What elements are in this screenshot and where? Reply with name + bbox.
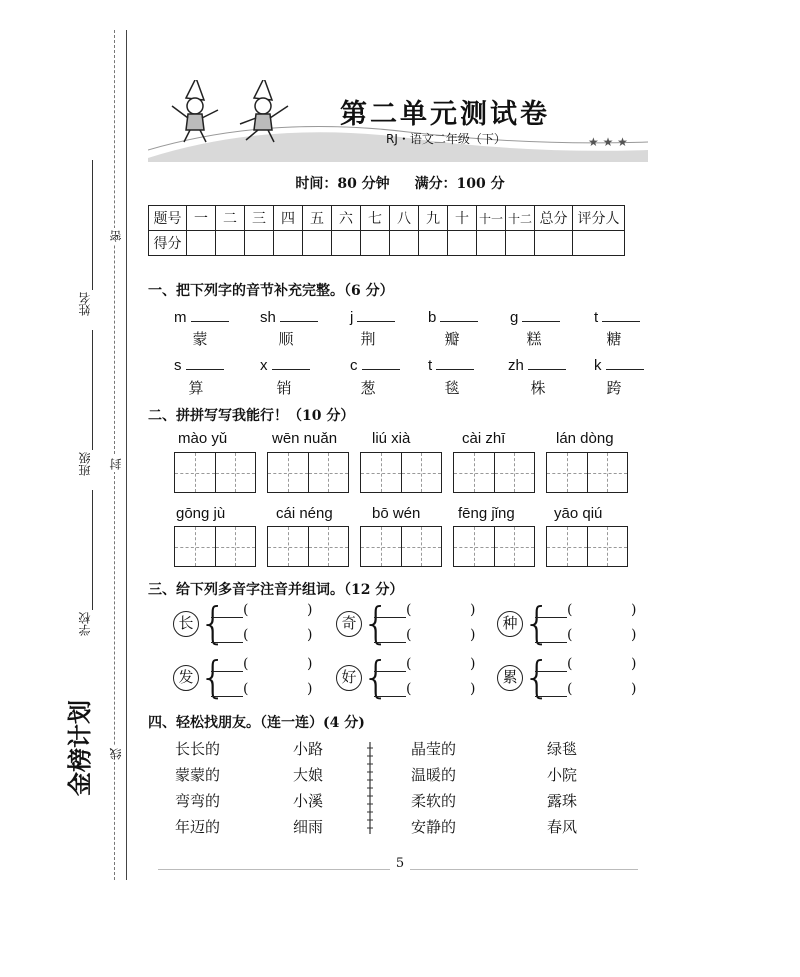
syllable-char: 葱	[360, 379, 376, 397]
syllable-item[interactable]: c	[350, 356, 420, 374]
table-cell: 题号	[149, 206, 187, 231]
seal-char-mi: 密	[109, 230, 123, 242]
pinyin-label: liú xià	[372, 430, 411, 447]
syllable-item[interactable]: k	[594, 356, 664, 374]
polyphone-char: 长	[173, 611, 199, 637]
brace-icon: {	[362, 598, 390, 649]
match-word[interactable]: 小溪	[293, 792, 324, 810]
match-word[interactable]: 安静的	[411, 818, 457, 836]
table-cell: 评分人	[573, 206, 625, 231]
syllable-item[interactable]: j	[350, 308, 420, 326]
section-3-heading: 三、给下列多音字注音并组词。（12 分）	[148, 582, 404, 598]
score-input-cell[interactable]	[216, 231, 245, 256]
syllable-item[interactable]: m	[174, 308, 244, 326]
polyphone-char: 奇	[336, 611, 362, 637]
syllable-item[interactable]: sh	[260, 308, 330, 326]
polyphone-item	[173, 598, 313, 649]
match-word[interactable]: 蒙蒙的	[175, 766, 221, 784]
pinyin-label: yāo qiú	[554, 505, 603, 522]
table-cell: 十一	[477, 206, 506, 231]
writing-grid[interactable]	[453, 452, 535, 493]
score-input-cell[interactable]	[274, 231, 303, 256]
polyphone-item	[497, 652, 637, 703]
class-field[interactable]	[92, 490, 93, 610]
score-input-cell[interactable]	[477, 231, 506, 256]
star-decoration-icon: ★ ★ ★	[588, 135, 628, 149]
answer-row[interactable]: ( )	[374, 658, 478, 676]
section-2-heading: 二、拼拼写写我能行！（10 分）	[148, 408, 355, 424]
syllable-item[interactable]: b	[428, 308, 498, 326]
page-title: 第二单元测试卷	[340, 99, 550, 130]
table-cell: 总分	[535, 206, 573, 231]
table-cell: 十	[448, 206, 477, 231]
pinyin-label: lán dòng	[556, 430, 614, 447]
answer-row[interactable]: ( )	[535, 629, 639, 647]
answer-row[interactable]: ( )	[211, 629, 315, 647]
answer-row[interactable]: ( )	[535, 604, 639, 622]
table-cell: 三	[245, 206, 274, 231]
school-label: 学校	[78, 612, 92, 636]
match-word[interactable]: 晶莹的	[411, 740, 457, 758]
class-label: 班级	[78, 452, 92, 476]
section-1-heading: 一、把下列字的音节补充完整。（6 分）	[148, 283, 394, 299]
pinyin-label: fēng jǐng	[458, 505, 515, 522]
score-input-cell[interactable]	[303, 231, 332, 256]
syllable-char: 株	[530, 379, 546, 397]
cartoon-child-right-icon	[240, 80, 288, 142]
syllable-char: 瓣	[444, 330, 460, 348]
score-input-cell[interactable]	[245, 231, 274, 256]
brace-icon: {	[199, 598, 227, 649]
page-number: 5	[390, 856, 410, 871]
table-cell: 一	[187, 206, 216, 231]
cartoon-child-left-icon	[172, 80, 218, 142]
syllable-char: 顺	[278, 330, 294, 348]
seal-char-feng: 封	[109, 458, 123, 470]
pinyin-label: wēn nuǎn	[272, 430, 338, 447]
match-word[interactable]: 细雨	[293, 818, 324, 836]
page-subtitle: RJ・语文二年级（下）	[386, 132, 506, 146]
answer-row[interactable]: ( )	[211, 658, 315, 676]
divider-zipper-icon	[367, 742, 373, 834]
pinyin-label: mào yǔ	[178, 430, 228, 447]
table-cell: 七	[361, 206, 390, 231]
table-cell: 五	[303, 206, 332, 231]
syllable-char: 糖	[606, 330, 622, 348]
brace-icon: {	[523, 598, 551, 649]
seal-char-xian: 线	[109, 748, 123, 760]
polyphone-char: 种	[497, 611, 523, 637]
pinyin-label: cài zhī	[462, 430, 506, 447]
brace-icon: {	[523, 652, 551, 703]
binding-line	[126, 30, 127, 880]
exam-time: 时间：80 分钟	[295, 176, 390, 192]
polyphone-item	[336, 598, 476, 649]
writing-grid[interactable]	[174, 452, 256, 493]
answer-row[interactable]: ( )	[374, 629, 478, 647]
score-table	[148, 205, 625, 256]
writing-grid[interactable]	[360, 452, 442, 493]
writing-grid[interactable]	[453, 526, 535, 567]
syllable-item[interactable]: g	[510, 308, 580, 326]
writing-grid[interactable]	[267, 526, 349, 567]
answer-row[interactable]: ( )	[211, 604, 315, 622]
table-cell: 十二	[506, 206, 535, 231]
score-input-cell[interactable]	[390, 231, 419, 256]
answer-row[interactable]: ( )	[535, 658, 639, 676]
score-input-cell[interactable]	[506, 231, 535, 256]
name-field-extension	[92, 330, 93, 450]
brand-logo	[66, 688, 110, 808]
score-input-cell[interactable]	[448, 231, 477, 256]
syllable-char: 糕	[526, 330, 542, 348]
syllable-char: 荆	[360, 330, 376, 348]
pinyin-label: cái néng	[276, 505, 333, 522]
match-word[interactable]: 绿毯	[547, 740, 578, 758]
name-label: 姓名	[78, 292, 92, 316]
writing-grid[interactable]	[360, 526, 442, 567]
syllable-char: 毯	[444, 379, 460, 397]
match-word[interactable]: 温暖的	[411, 766, 457, 784]
match-word[interactable]: 柔软的	[411, 792, 457, 810]
writing-grid[interactable]	[267, 452, 349, 493]
brace-icon: {	[362, 652, 390, 703]
match-word[interactable]: 小路	[293, 740, 324, 758]
syllable-char: 跨	[606, 379, 622, 397]
pinyin-label: bō wén	[372, 505, 421, 522]
syllable-item[interactable]: zh	[508, 356, 578, 374]
polyphone-item	[336, 652, 476, 703]
score-input-cell[interactable]	[419, 231, 448, 256]
table-cell: 得分	[149, 231, 187, 256]
match-word[interactable]: 大娘	[293, 766, 324, 784]
table-cell: 二	[216, 206, 245, 231]
match-word[interactable]: 小院	[547, 766, 578, 784]
score-input-cell[interactable]	[187, 231, 216, 256]
writing-grid[interactable]	[546, 452, 628, 493]
exam-info	[0, 173, 800, 193]
brand-logo-text: 金榜计划	[66, 700, 94, 796]
answer-row[interactable]: ( )	[535, 683, 639, 701]
score-input-cell[interactable]	[361, 231, 390, 256]
table-cell: 八	[390, 206, 419, 231]
answer-row[interactable]: ( )	[374, 604, 478, 622]
brace-icon: {	[199, 652, 227, 703]
syllable-item[interactable]: t	[594, 308, 664, 326]
pinyin-label: gōng jù	[176, 505, 226, 522]
score-input-cell[interactable]	[573, 231, 625, 256]
syllable-char: 蒙	[192, 330, 208, 348]
syllable-item[interactable]: x	[260, 356, 330, 374]
polyphone-char: 发	[173, 665, 199, 691]
syllable-item[interactable]: t	[428, 356, 498, 374]
match-word[interactable]: 长长的	[175, 740, 221, 758]
syllable-item[interactable]: s	[174, 356, 244, 374]
match-word[interactable]: 春风	[547, 818, 578, 836]
match-word[interactable]: 年迈的	[175, 818, 221, 836]
table-cell: 九	[419, 206, 448, 231]
match-word[interactable]: 露珠	[547, 792, 578, 810]
score-input-cell[interactable]	[332, 231, 361, 256]
score-table-score-row	[149, 231, 625, 256]
score-input-cell[interactable]	[535, 231, 573, 256]
syllable-char: 算	[188, 379, 204, 397]
polyphone-char: 累	[497, 665, 523, 691]
writing-grid[interactable]	[546, 526, 628, 567]
table-cell: 四	[274, 206, 303, 231]
polyphone-item	[497, 598, 637, 649]
answer-row[interactable]: ( )	[374, 683, 478, 701]
match-word[interactable]: 弯弯的	[175, 792, 221, 810]
polyphone-char: 好	[336, 665, 362, 691]
syllable-char: 销	[276, 379, 292, 397]
section-4-heading: 四、轻松找朋友。（连一连）(4 分)	[148, 715, 365, 731]
exam-total-score: 满分：100 分	[414, 176, 505, 192]
answer-row[interactable]: ( )	[211, 683, 315, 701]
writing-grid[interactable]	[174, 526, 256, 567]
polyphone-item	[173, 652, 313, 703]
table-cell: 六	[332, 206, 361, 231]
score-table-header-row	[149, 206, 625, 231]
